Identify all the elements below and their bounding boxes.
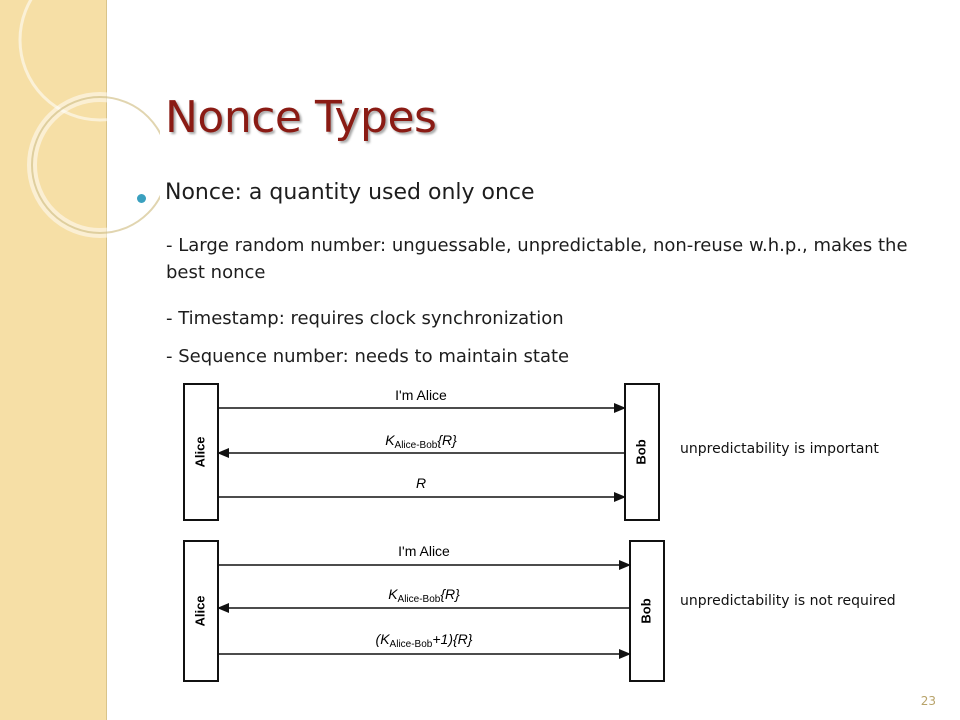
page-number: 23: [920, 694, 936, 708]
bob-label: Bob: [633, 439, 649, 465]
alice-label: Alice: [192, 595, 208, 627]
msg1-label: I'm Alice: [398, 543, 450, 559]
protocol-diagram-1: [180, 380, 670, 525]
slide-title: Nonce Types: [165, 92, 437, 143]
note-not-required: unpredictability is not required: [680, 593, 896, 609]
decorative-circles: [0, 0, 160, 300]
sub-item-timestamp: - Timestamp: requires clock synchronization: [166, 308, 564, 329]
sub-item-sequence: - Sequence number: needs to maintain state: [166, 346, 570, 367]
bullet-icon: [137, 194, 146, 203]
sub-item-random: - Large random number: unguessable, unpredictable, non-reuse w.h.p., makes the best nonce: [166, 235, 908, 283]
protocol-diagram-2: [180, 536, 670, 686]
bullet-text: Nonce: a quantity used only once: [165, 180, 535, 205]
bob-label: Bob: [638, 598, 654, 624]
note-important: unpredictability is important: [680, 441, 879, 457]
msg2-label: $K_{Alice-Bob}\{R\}$: [385, 432, 457, 451]
msg2-label: $K_{Alice-Bob}\{R\}$: [388, 586, 460, 605]
decorative-sidebar: [0, 0, 107, 720]
msg1-label: I'm Alice: [395, 387, 447, 403]
msg3-label: $(K_{Alice-Bob}+1)\{R\}$: [375, 631, 473, 650]
alice-label: Alice: [192, 436, 208, 468]
msg3-label: R: [415, 475, 427, 491]
